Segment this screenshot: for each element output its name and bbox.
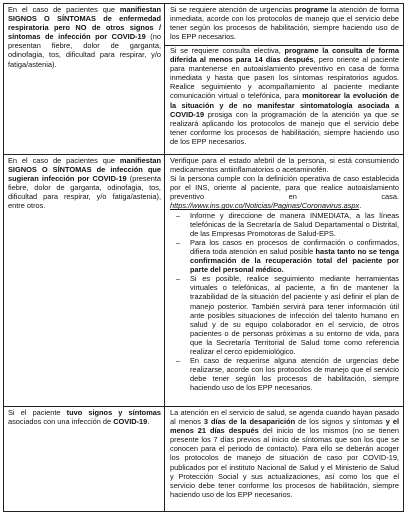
row2-verify-text: Verifique para el estado afebril de la persona, si está consumiendo medicamentos antiinflamatorios o acetaminofén. [170,156,399,175]
row1-condition-text: En el caso de pacientes que manifiestan SIGNOS O SÍNTOMAS de enfermedad respiratoria pero NO de otros signos / síntomas de infección por COVID-19 (no presentan fiebre, dolor de garganta, odinofagia, tos, dificultad para respirar, y/o fatiga/astenia). [8,5,161,69]
bullet-item: – En caso de requerirse alguna atención de urgencias debe realizarse, acorde con los protocolos de manejo que el servicio debe tener según los procesos de habilitación, siempre haciendo uso de los EPP necesarios. [176,356,399,393]
bullet-item: – Si es posible, realice seguimiento mediante herramientas virtuales o telefónicas, al paciente, a fin de mantener la trazabilidad de la situación del paciente y así definir el plan de manejo posterior. También servirá para tener información útil ante posibles situaciones de infección del talento humano en salud y de su equipo colaborador en el servicio, de otros pacientes o de personas próximas a su entorno de vida, para que la Secretaría Territorial de Salud tome como referencia realizar el cerco epidemiológico. [176,274,399,356]
ins-coronavirus-link[interactable]: https://www.ins.gov.co/Noticias/Paginas/Coronavirus.aspx [170,201,360,211]
row-divider-2 [4,406,403,407]
bullet-item: – Para los casos en procesos de confirmación o confirmados, difiera toda atención en salud posible hasta tanto no se tenga confirmación de la recuperación total del paciente por parte del personal médico. [176,237,400,275]
row1-elective-text: Si se requiere consulta electiva, programe la consulta de forma diferida al menos para 14 días después, pero oriente al paciente para mantenerse en autoaislamiento preventivo en casa de forma inmediata y hasta que pasen los síntomas respiratorios agudos. Realice seguimiento y acompañamiento al paciente mediante comunicación virtual o telefónica, para monitorear la evolución de la situación y de no manifestar sintomatología asociada a COVID-19 prosiga con la programación de la atención ya que se realizará aplicando los protocolos de manejo que el servicio debe tener conforme los procesos de habilitación, siempre haciendo uso de los EPP necesarios. [170,46,400,146]
row1-right-elective-cell [168,46,401,153]
row1-urgent-text: Si se requiere atención de urgencias programe la atención de forma inmediata, acorde con los protocolos de manejo que el servicio debe tener según los procesos de habilitación, siempre haciendo uso de los EPP necesarios. [170,5,399,42]
row3-left-cell [6,408,163,511]
row3-right-cell [168,408,401,511]
row1-left-cell [6,5,163,153]
row2-condition-text: En el caso de pacientes que manifiestan SIGNOS O SÍNTOMAS de infección que sugieran infección por COVID-19 (presenta fiebre, dolor de garganta, odinofagia, tos, dificultad para respirar, y/o fatiga/astenia), entre otros. [8,156,161,211]
row2-left-cell [6,156,163,405]
row3-condition-text: Si el paciente tuvo signos y síntomas asociados con una infección de COVID-19. [8,408,161,427]
column-divider [164,4,165,511]
row2-isolation-text: Si la persona cumple con la definición operativa de caso establecida por el INS, oriente al paciente, para que realice autoaislamiento preventivo en casa. https://www.ins.gov.co/Noticias/Paginas/Coronavirus.aspx. [170,174,399,211]
row-divider-1 [4,154,403,155]
bullet-item: – Informe y direccione de manera INMEDIATA, a las líneas telefónicas de la Secretaría de Salud Departamental o Distrital, de las Empresas Promotoras de Salud-EPS. [176,210,399,238]
row1-right-urgent-cell [168,5,401,44]
guidance-table [3,3,404,512]
row2-right-cell [168,156,401,405]
row3-schedule-text: La atención en el servicio de salud, se agenda cuando hayan pasado al menos 3 días de la desaparición de los signos y síntomas y el menos 21 días después del inicio de los mismos (no se tienen presente los 7 días previos al inicio de síntomas que son los que se conocen para el periodo de contacto). Para ello se deberán acoger los protocolos de manejo de situación de caso por COVID-19, publicados por el instituto Nacional de Salud y el Ministerio de Salud y Protección Social y sus actualizaciones, así como los que el servicio debe tener conforme los procesos de habilitación, siempre haciendo uso de los EPP necesarios. [170,408,399,499]
